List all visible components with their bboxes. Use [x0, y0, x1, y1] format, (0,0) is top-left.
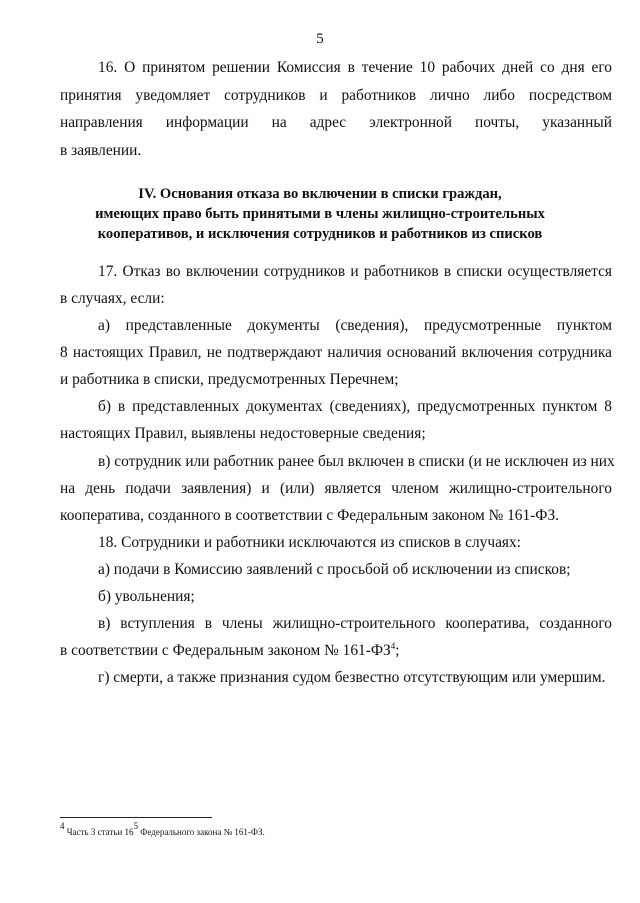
paragraph-17a-line-3: и работника в списки, предусмотренных Перечнем;	[60, 371, 399, 388]
paragraph-18d: г) смерти, а также признания судом безвестно отсутствующим или умершим.	[98, 669, 606, 686]
paragraph-17c-line-1: в) сотрудник или работник ранее был включен в списки (и не исключен из них	[98, 453, 615, 470]
paragraph-17c-line-3: кооператива, созданного в соответствии с Федеральным законом № 161-ФЗ.	[60, 507, 560, 524]
paragraph-17-line-2: в случаях, если:	[60, 290, 165, 307]
paragraph-16-line-2: принятия уведомляет сотрудников и работников лично либо посредством	[60, 87, 612, 104]
footnote-text-tail: Федерального закона № 161-ФЗ.	[138, 827, 265, 837]
paragraph-16-line-4: в заявлении.	[60, 142, 142, 159]
paragraph-17a-line-1: а) представленные документы (сведения), предусмотренные пунктом	[98, 317, 612, 334]
paragraph-18c-tail: ;	[395, 642, 400, 659]
footnote-reference: 4	[390, 641, 396, 651]
paragraph-18c-line-2	[60, 641, 612, 661]
footnote	[60, 821, 265, 837]
paragraph-16-line-1: 16. О принятом решении Комиссия в течение 10 рабочих дней со дня его	[98, 59, 612, 76]
paragraph-18a: а) подачи в Комиссию заявлений с просьбой об исключении из списков;	[98, 561, 571, 578]
paragraph-17b-line-2: настоящих Правил, выявлены недостоверные сведения;	[60, 425, 426, 442]
paragraph-18c-text: в соответствии с Федеральным законом № 161-ФЗ	[60, 642, 391, 659]
footnote-marker: 4	[60, 821, 65, 831]
paragraph-18c-line-1: в) вступления в члены жилищно-строительного кооператива, созданного	[98, 615, 612, 632]
paragraph-18b: б) увольнения;	[98, 588, 195, 605]
paragraph-17c-line-2: на день подачи заявления) и (или) является членом жилищно-строительного	[60, 480, 612, 497]
section-heading-line-3: кооперативов, и исключения сотрудников и работников из списков	[97, 226, 543, 242]
footnote-separator	[60, 817, 212, 818]
page-number: 5	[316, 31, 324, 47]
paragraph-17a-line-2: 8 настоящих Правил, не подтверждают наличия оснований включения сотрудника	[60, 344, 612, 361]
paragraph-16-line-3: направления информации на адрес электронной почты, указанный	[60, 114, 612, 131]
paragraph-18: 18. Сотрудники и работники исключаются из списков в случаях:	[98, 534, 521, 551]
paragraph-17-line-1: 17. Отказ во включении сотрудников и работников в списки осуществляется	[98, 263, 612, 280]
paragraph-17b-line-1: б) в представленных документах (сведениях), предусмотренных пунктом 8	[98, 398, 612, 415]
footnote-article-sup: 5	[133, 821, 139, 831]
footnote-text: Часть 3 статьи 16	[64, 827, 134, 837]
section-heading-line-2: имеющих право быть принятыми в члены жилищно-строительных	[95, 206, 545, 222]
section-heading-line-1: IV. Основания отказа во включении в списки граждан,	[138, 186, 502, 202]
